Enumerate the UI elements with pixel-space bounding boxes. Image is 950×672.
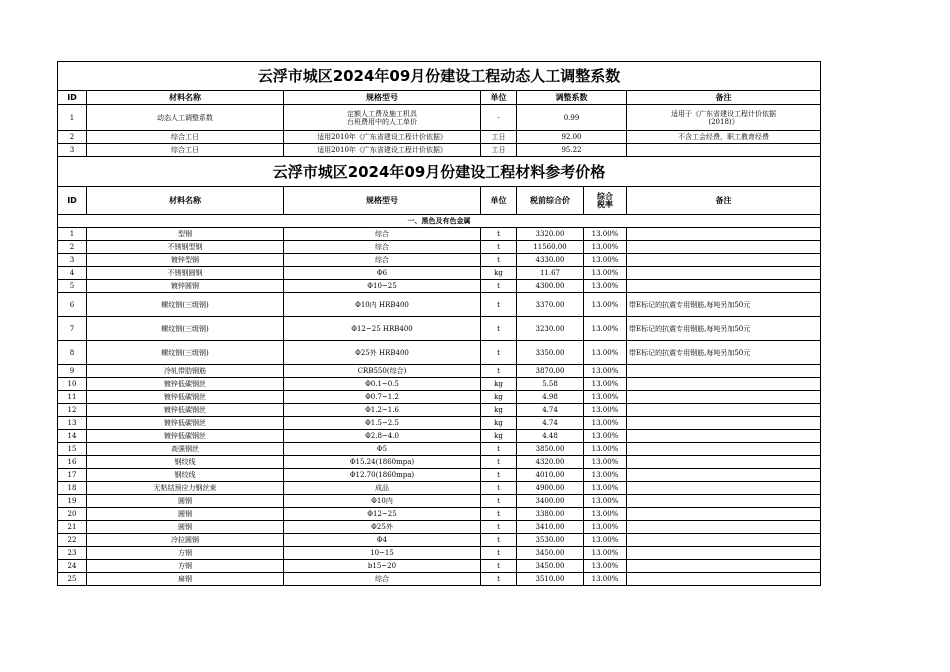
material-row: [58, 241, 821, 254]
material-name: 螺纹钢(三级钢): [87, 341, 284, 365]
labor-value: 92.00: [517, 131, 627, 144]
material-note: 带E标记的抗震专用钢筋,每吨另加50元: [627, 317, 821, 341]
material-spec: Φ0.1~0.5: [284, 378, 481, 391]
labor-unit: 工日: [481, 131, 517, 144]
material-tax: 13.00%: [584, 378, 627, 391]
material-id: 5: [58, 280, 87, 293]
material-name: 扁钢: [87, 573, 284, 586]
material-spec: Φ10内: [284, 495, 481, 508]
material-row: [58, 456, 821, 469]
materials-header-price: 税前综合价: [517, 187, 584, 215]
cell-line: 综合: [597, 191, 613, 201]
material-tax: 13.00%: [584, 443, 627, 456]
labor-header-name: 材料名称: [87, 91, 284, 105]
material-spec: CRB550(综合): [284, 365, 481, 378]
material-unit: t: [481, 317, 517, 341]
material-note: [627, 469, 821, 482]
material-price: 4300.00: [517, 280, 584, 293]
material-spec: Φ2.8~4.0: [284, 430, 481, 443]
material-id: 8: [58, 341, 87, 365]
material-name: 螺纹钢(三级钢): [87, 293, 284, 317]
material-row: [58, 280, 821, 293]
material-price: 3380.00: [517, 508, 584, 521]
labor-spec: [284, 105, 481, 131]
material-row: [58, 254, 821, 267]
labor-header-row: [58, 91, 821, 105]
materials-header-row: [58, 187, 821, 215]
material-tax: 13.00%: [584, 417, 627, 430]
material-note: [627, 241, 821, 254]
labor-id: 2: [58, 131, 87, 144]
material-tax: 13.00%: [584, 495, 627, 508]
material-row: [58, 228, 821, 241]
material-unit: t: [481, 228, 517, 241]
material-id: 4: [58, 267, 87, 280]
material-name: 螺纹钢(三级钢): [87, 317, 284, 341]
material-price: 11.67: [517, 267, 584, 280]
cell-line: (2018)》: [708, 117, 739, 126]
material-id: 13: [58, 417, 87, 430]
material-unit: kg: [481, 417, 517, 430]
material-spec: Φ0.7~1.2: [284, 391, 481, 404]
material-tax: 13.00%: [584, 547, 627, 560]
material-note: [627, 508, 821, 521]
material-price: 5.58: [517, 378, 584, 391]
materials-header-id: ID: [58, 187, 87, 215]
material-id: 6: [58, 293, 87, 317]
material-price: 3850.00: [517, 443, 584, 456]
material-id: 7: [58, 317, 87, 341]
material-name: 钢绞线: [87, 456, 284, 469]
material-note: 带E标记的抗震专用钢筋,每吨另加50元: [627, 341, 821, 365]
material-id: 12: [58, 404, 87, 417]
material-note: [627, 391, 821, 404]
material-name: 钢绞线: [87, 469, 284, 482]
labor-name: 综合工日: [87, 131, 284, 144]
material-row: [58, 365, 821, 378]
material-unit: t: [481, 254, 517, 267]
material-row: [58, 317, 821, 341]
material-tax: 13.00%: [584, 391, 627, 404]
material-note: 带E标记的抗震专用钢筋,每吨另加50元: [627, 293, 821, 317]
labor-unit: 工日: [481, 144, 517, 157]
material-name: 镀锌低碳钢丝: [87, 404, 284, 417]
material-id: 18: [58, 482, 87, 495]
material-name: 冷轧带肋钢筋: [87, 365, 284, 378]
material-price: 3530.00: [517, 534, 584, 547]
material-spec: Φ10~25: [284, 280, 481, 293]
labor-unit: -: [481, 105, 517, 131]
material-note: [627, 534, 821, 547]
material-price: 3870.00: [517, 365, 584, 378]
material-note: [627, 228, 821, 241]
material-name: 圆钢: [87, 495, 284, 508]
material-tax: 13.00%: [584, 508, 627, 521]
materials-title: 云浮市城区2024年09月份建设工程材料参考价格: [58, 157, 821, 187]
labor-note: 不含工会经费，职工教育经费: [627, 131, 821, 144]
material-spec: Φ12~25: [284, 508, 481, 521]
material-spec: Φ12~25 HRB400: [284, 317, 481, 341]
material-spec: Φ4: [284, 534, 481, 547]
labor-row: [58, 144, 821, 157]
material-unit: t: [481, 443, 517, 456]
materials-header-unit: 单位: [481, 187, 517, 215]
material-price: 3450.00: [517, 560, 584, 573]
material-tax: 13.00%: [584, 430, 627, 443]
material-tax: 13.00%: [584, 404, 627, 417]
material-row: [58, 495, 821, 508]
material-tax: 13.00%: [584, 560, 627, 573]
material-price: 4.98: [517, 391, 584, 404]
material-tax: 13.00%: [584, 456, 627, 469]
material-tax: 13.00%: [584, 365, 627, 378]
material-name: 镀锌低碳钢丝: [87, 378, 284, 391]
material-unit: t: [481, 573, 517, 586]
labor-note: [627, 144, 821, 157]
material-row: [58, 482, 821, 495]
material-spec: Φ25外: [284, 521, 481, 534]
materials-header-name: 材料名称: [87, 187, 284, 215]
cell-line: 台班费用中的人工单价: [347, 117, 417, 126]
material-spec: Φ25外 HRB400: [284, 341, 481, 365]
material-tax: 13.00%: [584, 317, 627, 341]
material-spec: Φ15.24(1860mpa): [284, 456, 481, 469]
cell-line: 税率: [597, 199, 613, 209]
material-price: 4.74: [517, 417, 584, 430]
material-name: 型钢: [87, 228, 284, 241]
material-spec: Φ12.70(1860mpa): [284, 469, 481, 482]
material-spec: 综合: [284, 228, 481, 241]
material-name: 镀锌型钢: [87, 254, 284, 267]
section-row: [58, 215, 821, 228]
labor-header-id: ID: [58, 91, 87, 105]
labor-header-spec: 规格型号: [284, 91, 481, 105]
material-unit: t: [481, 341, 517, 365]
material-name: 冷拉圆钢: [87, 534, 284, 547]
material-name: 方钢: [87, 547, 284, 560]
material-name: 镀锌圆钢: [87, 280, 284, 293]
material-name: 高强钢丝: [87, 443, 284, 456]
material-id: 1: [58, 228, 87, 241]
material-tax: 13.00%: [584, 254, 627, 267]
material-row: [58, 508, 821, 521]
material-id: 15: [58, 443, 87, 456]
section-label: 一、黑色及有色金属: [58, 215, 821, 228]
material-id: 20: [58, 508, 87, 521]
material-unit: t: [481, 495, 517, 508]
material-spec: Φ5: [284, 443, 481, 456]
material-tax: 13.00%: [584, 534, 627, 547]
materials-title-row: [58, 157, 821, 187]
material-id: 16: [58, 456, 87, 469]
material-note: [627, 547, 821, 560]
material-note: [627, 430, 821, 443]
material-id: 10: [58, 378, 87, 391]
material-unit: t: [481, 241, 517, 254]
material-id: 9: [58, 365, 87, 378]
material-row: [58, 469, 821, 482]
material-price: 4330.00: [517, 254, 584, 267]
labor-note: [627, 105, 821, 131]
material-tax: 13.00%: [584, 267, 627, 280]
material-unit: t: [481, 469, 517, 482]
labor-row: [58, 105, 821, 131]
materials-header-tax: [584, 187, 627, 215]
material-note: [627, 404, 821, 417]
material-tax: 13.00%: [584, 341, 627, 365]
material-unit: kg: [481, 404, 517, 417]
material-tax: 13.00%: [584, 521, 627, 534]
material-tax: 13.00%: [584, 482, 627, 495]
labor-spec: 适用2010年《广东省建设工程计价依据》: [284, 144, 481, 157]
labor-header-coef: 调整系数: [517, 91, 627, 105]
cell-line: 定额人工费及施工机具: [347, 109, 417, 118]
material-row: [58, 430, 821, 443]
materials-header-note: 备注: [627, 187, 821, 215]
material-id: 21: [58, 521, 87, 534]
material-tax: 13.00%: [584, 241, 627, 254]
material-name: 不锈钢型钢: [87, 241, 284, 254]
material-unit: t: [481, 482, 517, 495]
material-price: 3350.00: [517, 341, 584, 365]
material-price: 11560.00: [517, 241, 584, 254]
material-name: 不锈钢圆钢: [87, 267, 284, 280]
material-unit: t: [481, 560, 517, 573]
labor-value: 95.22: [517, 144, 627, 157]
material-spec: Φ6: [284, 267, 481, 280]
labor-id: 3: [58, 144, 87, 157]
labor-value: 0.99: [517, 105, 627, 131]
material-price: 3320.00: [517, 228, 584, 241]
material-note: [627, 378, 821, 391]
material-id: 22: [58, 534, 87, 547]
material-price: 4010.00: [517, 469, 584, 482]
material-unit: t: [481, 293, 517, 317]
material-id: 2: [58, 241, 87, 254]
material-price: 3370.00: [517, 293, 584, 317]
material-price: 3230.00: [517, 317, 584, 341]
material-spec: 综合: [284, 573, 481, 586]
material-row: [58, 547, 821, 560]
material-note: [627, 280, 821, 293]
price-sheet: [57, 61, 820, 586]
material-note: [627, 456, 821, 469]
labor-spec: 适用2010年《广东省建设工程计价依据》: [284, 131, 481, 144]
material-price: 4900.00: [517, 482, 584, 495]
material-unit: t: [481, 521, 517, 534]
material-row: [58, 378, 821, 391]
material-row: [58, 534, 821, 547]
material-row: [58, 267, 821, 280]
material-row: [58, 404, 821, 417]
material-unit: t: [481, 534, 517, 547]
material-tax: 13.00%: [584, 293, 627, 317]
material-row: [58, 391, 821, 404]
materials-header-spec: 规格型号: [284, 187, 481, 215]
material-name: 镀锌低碳钢丝: [87, 417, 284, 430]
material-note: [627, 521, 821, 534]
labor-name: 动态人工调整系数: [87, 105, 284, 131]
material-spec: b15~20: [284, 560, 481, 573]
material-price: 3410.00: [517, 521, 584, 534]
labor-title: 云浮市城区2024年09月份建设工程动态人工调整系数: [58, 62, 821, 91]
material-row: [58, 341, 821, 365]
material-price: 3400.00: [517, 495, 584, 508]
material-price: 3450.00: [517, 547, 584, 560]
material-id: 19: [58, 495, 87, 508]
material-unit: t: [481, 547, 517, 560]
material-tax: 13.00%: [584, 228, 627, 241]
material-spec: 综合: [284, 241, 481, 254]
material-name: 圆钢: [87, 521, 284, 534]
material-unit: kg: [481, 378, 517, 391]
labor-header-note: 备注: [627, 91, 821, 105]
material-id: 23: [58, 547, 87, 560]
material-unit: t: [481, 456, 517, 469]
material-price: 4320.00: [517, 456, 584, 469]
material-name: 无粘结预应力钢丝束: [87, 482, 284, 495]
material-name: 方钢: [87, 560, 284, 573]
material-id: 14: [58, 430, 87, 443]
sheet-table: [57, 61, 821, 586]
material-spec: Φ1.5~2.5: [284, 417, 481, 430]
material-name: 镀锌低碳钢丝: [87, 391, 284, 404]
sheet-body: [58, 62, 821, 586]
material-unit: kg: [481, 267, 517, 280]
material-unit: t: [481, 280, 517, 293]
material-id: 11: [58, 391, 87, 404]
material-row: [58, 417, 821, 430]
material-tax: 13.00%: [584, 573, 627, 586]
material-spec: 成品: [284, 482, 481, 495]
labor-title-row: [58, 62, 821, 91]
material-price: 4.48: [517, 430, 584, 443]
cell-line: 适用于《广东省建设工程计价依据: [671, 109, 776, 118]
material-price: 4.74: [517, 404, 584, 417]
material-note: [627, 365, 821, 378]
material-row: [58, 573, 821, 586]
material-row: [58, 560, 821, 573]
material-tax: 13.00%: [584, 280, 627, 293]
material-unit: kg: [481, 430, 517, 443]
material-id: 17: [58, 469, 87, 482]
material-id: 3: [58, 254, 87, 267]
material-note: [627, 267, 821, 280]
material-spec: Φ1.2~1.6: [284, 404, 481, 417]
material-note: [627, 417, 821, 430]
labor-id: 1: [58, 105, 87, 131]
material-note: [627, 495, 821, 508]
material-row: [58, 443, 821, 456]
material-id: 25: [58, 573, 87, 586]
material-id: 24: [58, 560, 87, 573]
material-row: [58, 521, 821, 534]
labor-row: [58, 131, 821, 144]
material-spec: Φ10内 HRB400: [284, 293, 481, 317]
material-note: [627, 573, 821, 586]
material-unit: kg: [481, 391, 517, 404]
material-unit: t: [481, 365, 517, 378]
material-note: [627, 482, 821, 495]
material-row: [58, 293, 821, 317]
material-note: [627, 254, 821, 267]
labor-header-unit: 单位: [481, 91, 517, 105]
material-tax: 13.00%: [584, 469, 627, 482]
material-spec: 10~15: [284, 547, 481, 560]
material-note: [627, 560, 821, 573]
material-name: 圆钢: [87, 508, 284, 521]
material-spec: 综合: [284, 254, 481, 267]
material-note: [627, 443, 821, 456]
material-unit: t: [481, 508, 517, 521]
material-name: 镀锌低碳钢丝: [87, 430, 284, 443]
labor-name: 综合工日: [87, 144, 284, 157]
material-price: 3510.00: [517, 573, 584, 586]
